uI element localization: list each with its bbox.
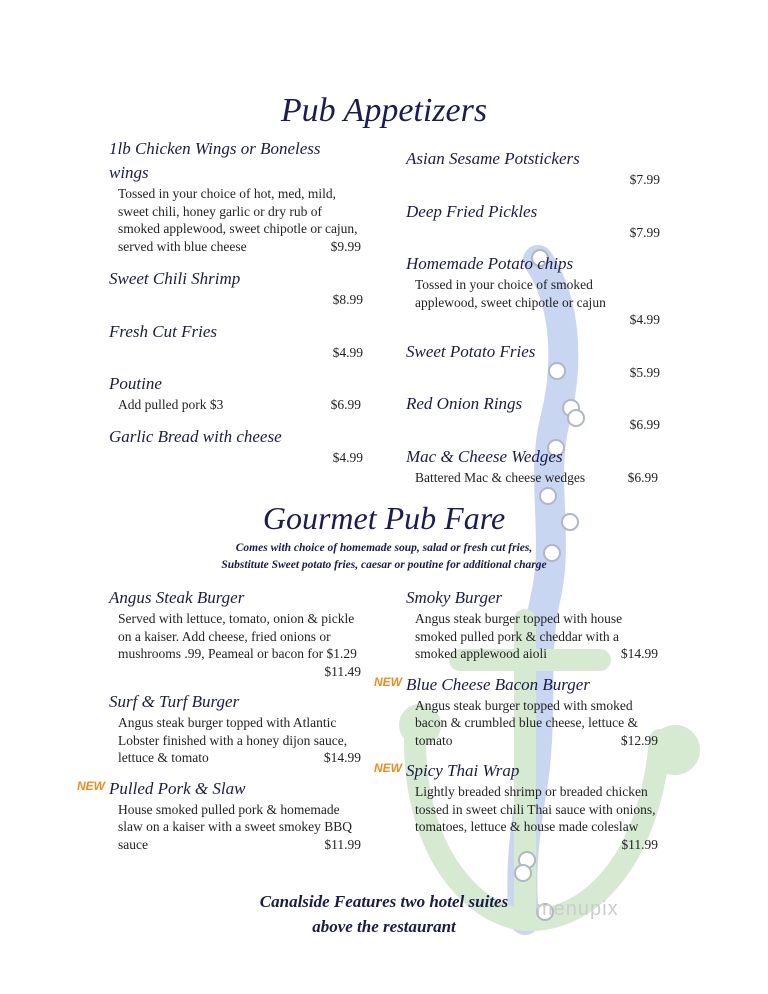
item-price: $9.99 <box>330 238 361 254</box>
item-name: Surf & Turf Burger <box>109 692 240 711</box>
item-description: Tossed in your choice of smoked applewood, sweet chipotle or cajun <box>415 277 606 310</box>
item-name: Blue Cheese Bacon Burger <box>406 674 590 694</box>
item-price: $11.99 <box>621 836 658 852</box>
menu-item <box>406 445 660 487</box>
new-badge: NEW <box>374 761 402 775</box>
item-description: Angus steak burger topped with house smoked pulled pork & cheddar with a smoked applewood aioli <box>415 611 623 661</box>
item-name: Deep Fried Pickles <box>406 201 538 221</box>
item-name: Red Onion Rings <box>406 394 523 413</box>
item-description: Battered Mac & cheese wedges <box>415 469 586 485</box>
item-name: Pulled Pork & Slaw <box>109 778 246 798</box>
gourmet-title: Gourmet Pub Fare <box>262 500 506 536</box>
item-description: House smoked pulled pork & homemade slaw on a kaiser with a sweet smokey BBQ sauce <box>118 801 352 852</box>
item-price: $6.99 <box>629 417 660 432</box>
item-name: Asian Sesame Potstickers <box>406 149 580 168</box>
item-name: Sweet Chili Shrimp <box>109 269 241 288</box>
item-name: Spicy Thai Wrap <box>406 761 520 780</box>
menu-item <box>109 586 363 680</box>
gourmet-subtitle-2: Substitute Sweet potato fries, caesar or poutine for additional charge <box>221 559 547 571</box>
item-description: Tossed in your choice of hot, med, mild, sweet chili, honey garlic or dry rub of smoked applewood, sweet chipotle or cajun, served with blue cheese <box>118 186 358 254</box>
item-name: Sweet Potato Fries <box>406 341 536 361</box>
menu-item <box>406 147 660 189</box>
gourmet-left-column <box>77 586 363 853</box>
item-name: Fresh Cut Fries <box>109 321 217 341</box>
menu-item <box>406 586 660 663</box>
menu-item <box>109 425 363 467</box>
item-price: $7.99 <box>629 224 660 240</box>
menu-item <box>109 320 363 362</box>
item-description: Add pulled pork $3 <box>118 397 224 412</box>
footer-line-2: above the restaurant <box>312 917 456 936</box>
item-name: Homemade Potato chips <box>406 254 574 273</box>
item-price: $7.99 <box>629 172 660 187</box>
menu-item <box>109 690 363 767</box>
item-price: $4.99 <box>332 449 363 465</box>
menu-item <box>406 252 660 329</box>
item-price: $14.99 <box>620 646 658 661</box>
appetizers-right-column <box>406 147 660 486</box>
item-description: Served with lettuce, tomato, onion & pickle on a kaiser. Add cheese, fried onions or mushrooms .99, Peameal or bacon for $1.29 <box>118 611 357 661</box>
menu-item <box>109 372 363 414</box>
appetizers-left-column <box>109 137 363 466</box>
footer-line-1: Canalside Features two hotel suites <box>259 892 509 911</box>
menu-item <box>374 673 660 750</box>
menu-item <box>406 200 660 242</box>
item-description: Angus steak burger topped with smoked bacon & crumbled blue cheese, lettuce & tomato <box>415 697 639 748</box>
item-name: Angus Steak Burger <box>109 588 245 607</box>
new-badge: NEW <box>374 674 402 689</box>
item-price: $8.99 <box>332 292 363 307</box>
new-badge: NEW <box>77 778 105 793</box>
menu-item <box>109 267 363 309</box>
gourmet-subtitle-1: Comes with choice of homemade soup, salad or fresh cut fries, <box>235 542 533 554</box>
item-price: $4.99 <box>332 344 363 360</box>
menu-item <box>406 340 660 382</box>
item-name: 1lb Chicken Wings or Boneless wings <box>109 139 321 182</box>
appetizers-title: Pub Appetizers <box>280 92 488 129</box>
menupix-watermark: menupix <box>536 898 619 920</box>
menu-item <box>406 392 660 434</box>
item-price: $12.99 <box>620 732 658 748</box>
item-price: $6.99 <box>627 469 658 485</box>
item-name: Smoky Burger <box>406 588 503 607</box>
gourmet-right-column <box>374 586 660 853</box>
item-name: Garlic Bread with cheese <box>109 426 282 446</box>
item-description: Angus steak burger topped with Atlantic Lobster finished with a honey dijon sauce, lettuce & tomato <box>118 715 348 765</box>
item-name: Poutine <box>109 374 162 393</box>
item-name: Mac & Cheese Wedges <box>406 446 563 466</box>
item-price: $14.99 <box>323 750 361 765</box>
menu-item <box>374 759 660 853</box>
item-description: Lightly breaded shrimp or breaded chicken tossed in sweet chili Thai sauce with onions, tomatoes, lettuce & house made coleslaw <box>415 784 656 834</box>
menu-item <box>77 777 363 854</box>
item-price: $4.99 <box>629 312 660 327</box>
item-price: $5.99 <box>629 364 660 380</box>
item-price: $11.99 <box>324 836 361 852</box>
item-price: $11.49 <box>324 663 361 679</box>
menu-item <box>109 137 363 255</box>
item-price: $6.99 <box>330 397 361 412</box>
